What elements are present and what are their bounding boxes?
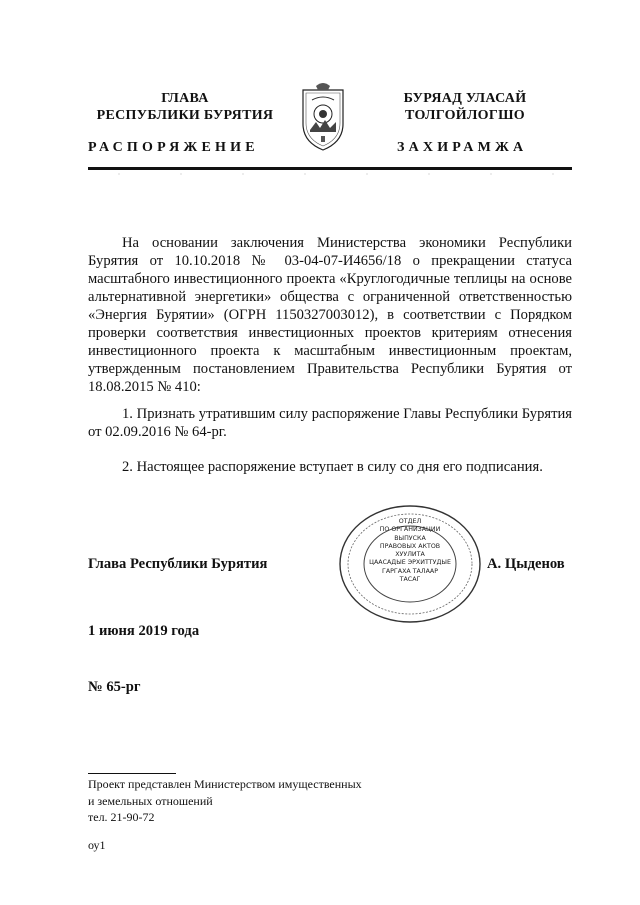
doc-type-ru: РАСПОРЯЖЕНИЕ	[88, 140, 259, 155]
issuer-bua	[360, 90, 570, 124]
issuer-ru-line1: ГЛАВА	[161, 91, 209, 106]
footnote-rule	[88, 773, 176, 774]
issuer-ru-line2: РЕСПУБЛИКИ БУРЯТИЯ	[96, 108, 274, 123]
stamp-line-2: ПО ОРГАНИЗАЦИИ	[379, 526, 441, 534]
stamp-line-5: ХУУЛИТА	[395, 551, 425, 559]
item-2-paragraph: 2. Настоящее распоряжение вступает в силу со дня его подписания.	[122, 459, 543, 475]
signature-position: Глава Республики Бурятия	[88, 556, 268, 572]
header-rule	[88, 167, 572, 170]
header-dotted-line	[88, 172, 572, 176]
stamp-line-4: ПРАВОВЫХ АКТОВ	[379, 542, 441, 550]
doc-type-bua: ЗАХИРАМЖА	[397, 140, 528, 155]
document-date: 1 июня 2019 года	[88, 623, 200, 639]
stamp-line-1: ОТДЕЛ	[398, 518, 422, 525]
stamp-line-7: ГАРГАХА ТАЛААР	[381, 567, 439, 575]
stamp-line-3: ВЫПУСКА	[394, 534, 426, 542]
document-code: оу1	[88, 838, 106, 852]
coat-of-arms-icon	[298, 78, 348, 154]
footnote-line-2: и земельных отношений	[88, 793, 213, 808]
signature-name: А. Цыденов	[487, 556, 565, 572]
stamp-line-6: ЦААСАДЫЕ ЭРХИТТУДЫЕ	[369, 559, 451, 567]
official-stamp	[338, 504, 482, 624]
stamp-line-8: ТАСАГ	[399, 576, 421, 584]
document-number: № 65-рг	[88, 679, 141, 695]
footnote-phone: тел. 21-90-72	[88, 810, 155, 824]
footnote-line-1: Проект представлен Министерством имущественных	[88, 777, 362, 791]
preamble-paragraph: На основании заключения Министерства экономики Республики Бурятия от 10.10.2018 № 03-04-07-И4656/18 о прекращении статуса масштабного инвестиционного проекта «Круглогодичные теплицы на основе альтернативной энергетики» общества с ограниченной ответственностью «Энергия Бурятии» (ОГРН 1150327003012), в соответствии с Порядком проверки соответствия инвестиционных проектов критериям отнесения инвестиционного проекта к масштабным инвестиционным проектам, утвержденным постановлением Правительства Республики Бурятия от 18.08.2015 № 410:	[88, 235, 572, 395]
issuer-bua-line1: БУРЯАД УЛАСАЙ	[403, 91, 527, 106]
issuer-bua-line2: ТОЛГОЙЛОГШО	[405, 108, 525, 123]
issuer-ru	[80, 90, 290, 124]
footnote	[88, 776, 362, 826]
item-1-paragraph: 1. Признать утратившим силу распоряжение Главы Республики Бурятия от 02.09.2016 № 64-рг.	[88, 406, 572, 440]
